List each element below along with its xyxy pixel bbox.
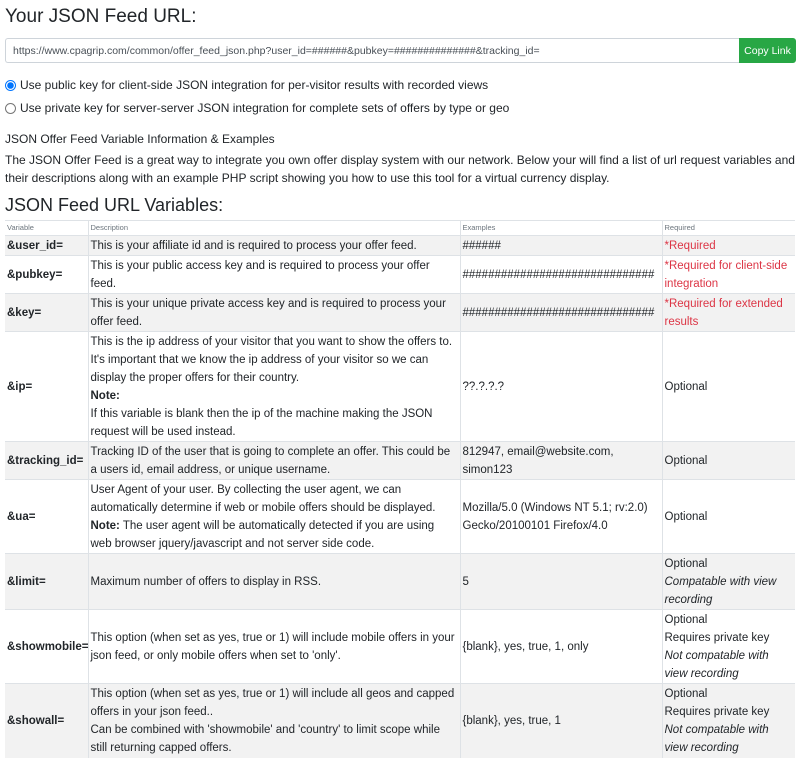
- required-cell: *Required: [662, 236, 795, 256]
- required-text: Optional: [664, 613, 708, 626]
- variables-table: [5, 220, 795, 758]
- required-cell: *Required for client-side integration: [662, 256, 795, 294]
- table-row: [5, 554, 795, 610]
- variable-cell: &showmobile=: [5, 610, 88, 684]
- header-variable: Variable: [5, 221, 88, 236]
- variable-cell: &pubkey=: [5, 256, 88, 294]
- description-cell: Tracking ID of the user that is going to complete an offer. This could be a users id, email address, or unique username.: [88, 442, 460, 480]
- public-key-radio[interactable]: [5, 80, 16, 91]
- required-cell: [662, 554, 795, 610]
- info-text: The JSON Offer Feed is a great way to integrate you own offer display system with our network. Below your will find a list of url request variables and their descriptions along with an example PHP script showing you how to use this tool for a virtual currency display.: [5, 153, 795, 185]
- table-row: [5, 236, 795, 256]
- header-required: Required: [662, 221, 795, 236]
- description-cell: [88, 480, 460, 554]
- required-cell: *Required for extended results: [662, 294, 795, 332]
- description-cell: Maximum number of offers to display in RSS.: [88, 554, 460, 610]
- table-row: [5, 294, 795, 332]
- note-text: If this variable is blank then the ip of the machine making the JSON request will be used instead.: [90, 407, 433, 438]
- variable-cell: &limit=: [5, 554, 88, 610]
- option-public-key-label: Use public key for client-side JSON integration for per-visitor results with recorded views: [20, 78, 489, 92]
- variable-cell: &user_id=: [5, 236, 88, 256]
- note-label: Note:: [90, 389, 120, 402]
- variable-cell: &key=: [5, 294, 88, 332]
- example-cell: Mozilla/5.0 (Windows NT 5.1; rv:2.0) Gecko/20100101 Firefox/4.0: [460, 480, 662, 554]
- header-description: Description: [88, 221, 460, 236]
- variable-cell: &showall=: [5, 684, 88, 758]
- table-header-row: [5, 221, 795, 236]
- feed-url-group: [5, 38, 796, 63]
- description-text-2: Can be combined with 'showmobile' and 'country' to limit scope while still returning capped offers.: [90, 723, 440, 754]
- option-public-key[interactable]: [5, 76, 796, 94]
- description-text: This option (when set as yes, true or 1) will include all geos and capped offers in your json feed..: [90, 687, 455, 718]
- variable-cell: &ip=: [5, 332, 88, 442]
- description-cell: [88, 332, 460, 442]
- example-cell: {blank}, yes, true, 1: [460, 684, 662, 758]
- example-cell: ??.?.?.?: [460, 332, 662, 442]
- example-cell: 812947, email@website.com, simon123: [460, 442, 662, 480]
- note-label: Note:: [90, 519, 120, 532]
- variable-cell: &tracking_id=: [5, 442, 88, 480]
- description-cell: [88, 684, 460, 758]
- required-cell: Optional: [662, 332, 795, 442]
- required-cell: Optional: [662, 442, 795, 480]
- required-cell: [662, 610, 795, 684]
- description-text: User Agent of your user. By collecting the user agent, we can automatically determine if web or mobile offers should be displayed.: [90, 483, 436, 514]
- required-text-2: Requires private key: [664, 705, 770, 718]
- required-text: Optional: [664, 557, 708, 570]
- note-text: The user agent will be automatically detected if you are using web browser jquery/javascript and not server side code.: [90, 519, 435, 550]
- description-cell: This is your public access key and is required to process your offer feed.: [88, 256, 460, 294]
- example-cell: {blank}, yes, true, 1, only: [460, 610, 662, 684]
- description-cell: This is your unique private access key and is required to process your offer feed.: [88, 294, 460, 332]
- table-row: [5, 332, 795, 442]
- table-row: [5, 684, 795, 758]
- required-note: Not compatable with view recording: [664, 723, 769, 754]
- description-cell: This option (when set as yes, true or 1) will include mobile offers in your json feed, or only mobile offers when set to 'only'.: [88, 610, 460, 684]
- example-cell: ##############################: [460, 256, 662, 294]
- feed-url-input[interactable]: [5, 38, 739, 63]
- table-row: [5, 610, 795, 684]
- table-row: [5, 256, 795, 294]
- header-examples: Examples: [460, 221, 662, 236]
- option-private-key[interactable]: [5, 99, 796, 117]
- example-cell: 5: [460, 554, 662, 610]
- copy-link-button[interactable]: Copy Link: [739, 38, 796, 63]
- required-cell: Optional: [662, 480, 795, 554]
- info-subtitle: JSON Offer Feed Variable Information & Examples: [5, 132, 275, 146]
- required-note: Compatable with view recording: [664, 575, 777, 606]
- option-private-key-label: Use private key for server-server JSON integration for complete sets of offers by type or geo: [20, 101, 510, 115]
- variable-cell: &ua=: [5, 480, 88, 554]
- required-text: Optional: [664, 687, 708, 700]
- table-row: [5, 480, 795, 554]
- variables-title: JSON Feed URL Variables:: [5, 195, 224, 215]
- private-key-radio[interactable]: [5, 103, 16, 114]
- example-cell: ######: [460, 236, 662, 256]
- description-text: This is the ip address of your visitor that you want to show the offers to. It's important that we know the ip address of your visitor so we can display the proper offers for their country.: [90, 335, 453, 384]
- required-text-2: Requires private key: [664, 631, 770, 644]
- page-title: Your JSON Feed URL:: [5, 6, 197, 27]
- table-row: [5, 442, 795, 480]
- example-cell: ##############################: [460, 294, 662, 332]
- required-note: Not compatable with view recording: [664, 649, 769, 680]
- required-cell: [662, 684, 795, 758]
- description-cell: This is your affiliate id and is required to process your offer feed.: [88, 236, 460, 256]
